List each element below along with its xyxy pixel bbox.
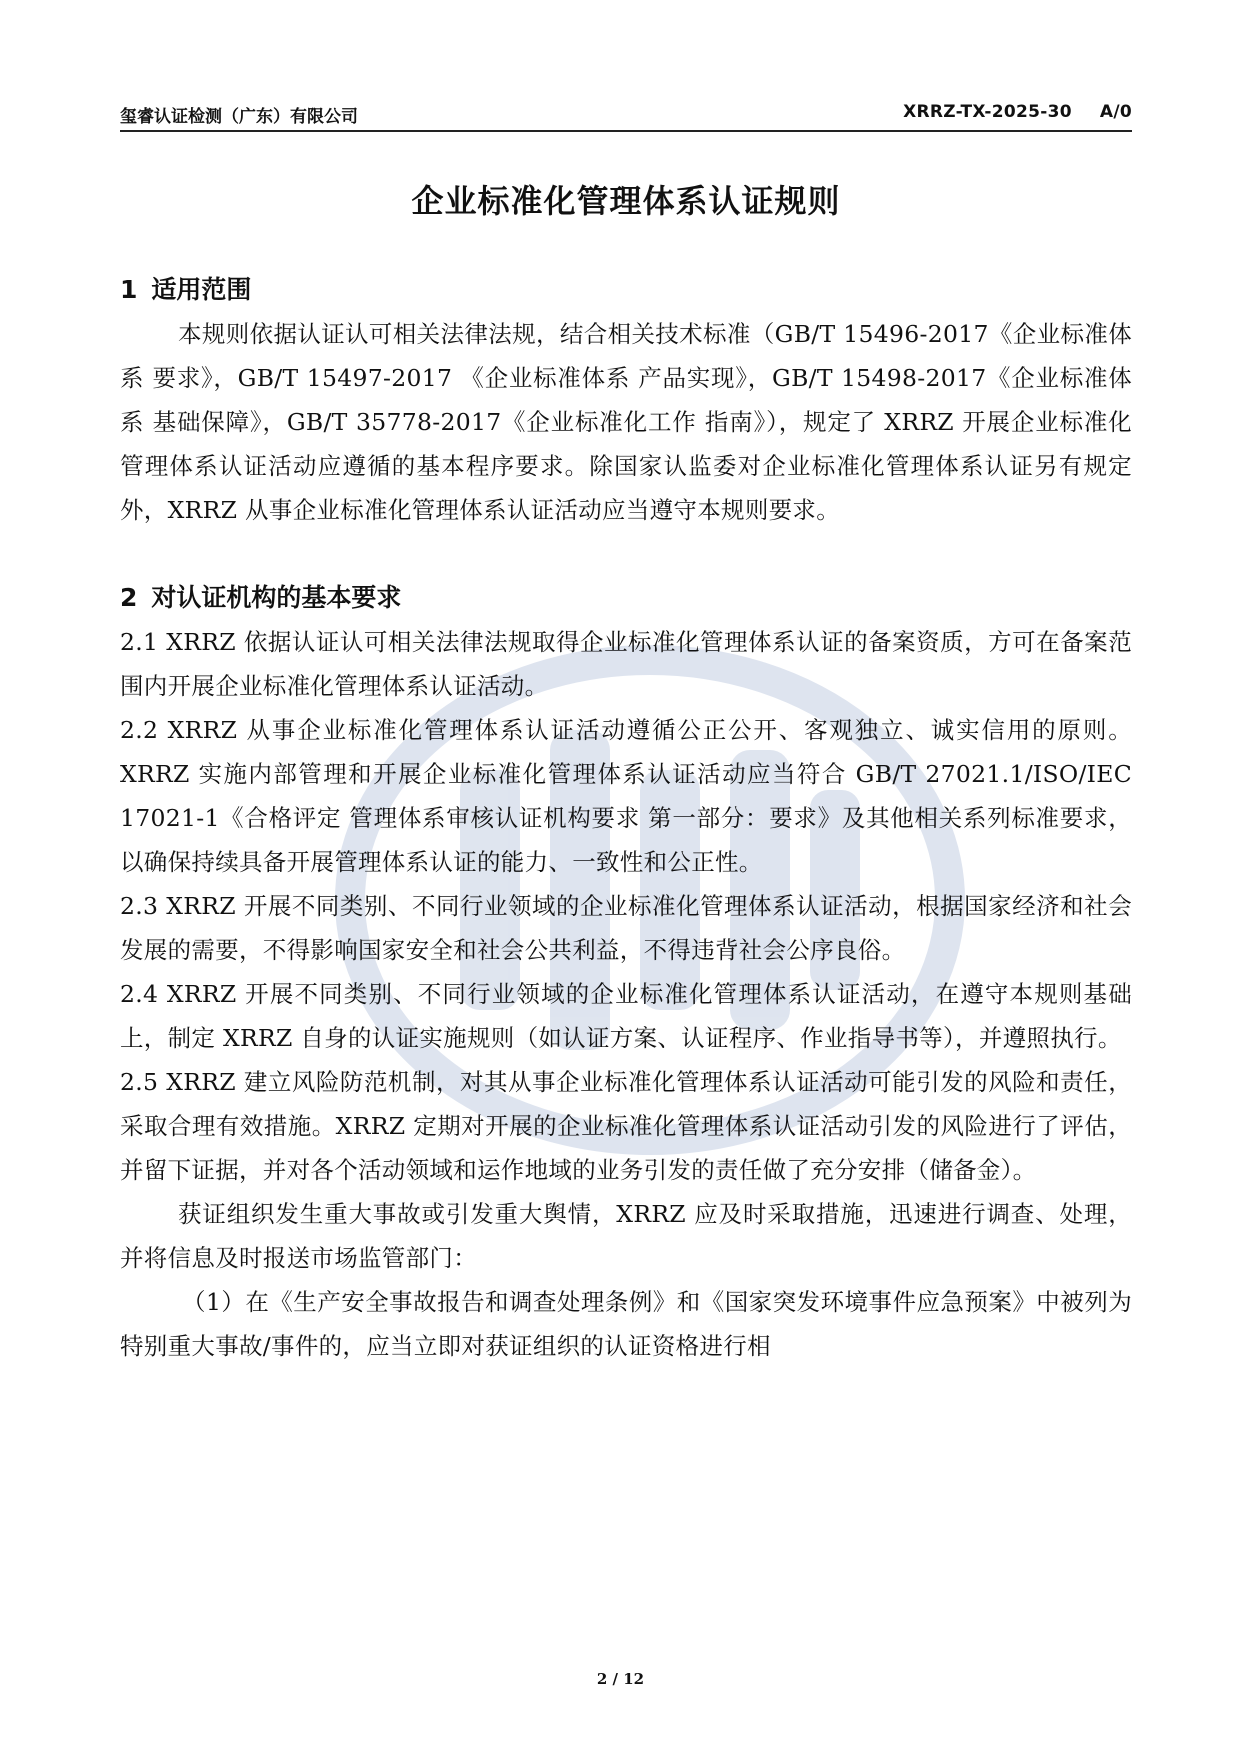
document-number [903,102,1132,122]
section-number: 1 [120,275,138,304]
clause-2-4: 2.4 XRRZ 开展不同类别、不同行业领域的企业标准化管理体系认证活动，在遵守本规则基础上，制定 XRRZ 自身的认证实施规则（如认证方案、认证程序、作业指导书等），并遵照执行。 [120,980,1132,1052]
section-1-heading [120,268,1132,312]
document-body [120,268,1132,1368]
clause-2-5-incident: 获证组织发生重大事故或引发重大舆情，XRRZ 应及时采取措施，迅速进行调查、处理，并将信息及时报送市场监管部门： [120,1200,1132,1272]
page-number [0,1670,1241,1688]
clause-2-5: 2.5 XRRZ 建立风险防范机制，对其从事企业标准化管理体系认证活动可能引发的风险和责任，采取合理有效措施。XRRZ 定期对开展的企业标准化管理体系认证活动引发的风险进行了评估，并留下证据，并对各个活动领域和运作地域的业务引发的责任做了充分安排（储备金）。 [120,1068,1132,1184]
company-name: 玺睿认证检测（广东）有限公司 [120,107,358,127]
current-page: 2 [596,1670,608,1688]
clause-2-5-item-1: （1）在《生产安全事故报告和调查处理条例》和《国家突发环境事件应急预案》中被列为特别重大事故/事件的，应当立即对获证组织的认证资格进行相 [120,1288,1132,1360]
total-pages: 12 [623,1670,645,1688]
document-title: 企业标准化管理体系认证规则 [411,182,841,220]
page-separator: / [612,1670,619,1688]
section-title: 适用范围 [151,275,252,304]
section-title: 对认证机构的基本要求 [151,583,402,612]
page-header [120,100,1132,132]
section-number: 2 [120,583,138,612]
revision: A/0 [1099,102,1132,122]
doc-code: XRRZ-TX-2025-30 [903,102,1072,122]
spacer [120,532,1132,576]
section-2-heading [120,576,1132,620]
clause-2-1: 2.1 XRRZ 依据认证认可相关法律法规取得企业标准化管理体系认证的备案资质，方可在备案范围内开展企业标准化管理体系认证活动。 [120,628,1132,700]
clause-2-3: 2.3 XRRZ 开展不同类别、不同行业领域的企业标准化管理体系认证活动，根据国家经济和社会发展的需要，不得影响国家安全和社会公共利益，不得违背社会公序良俗。 [120,892,1132,964]
section-1-paragraph: 本规则依据认证认可相关法律法规，结合相关技术标准（GB/T 15496-2017《企业标准体系 要求》，GB/T 15497-2017 《企业标准体系 产品实现》，GB/T 15498-2017《企业标准体系 基础保障》，GB/T 35778-2017《企业标准化工作 指南》），规定了 XRRZ 开展企业标准化管理体系认证活动应遵循的基本程序要求。除国家认监委对企业标准化管理体系认证另有规定外，XRRZ 从事企业标准化管理体系认证活动应当遵守本规则要求。 [120,320,1132,524]
clause-2-2: 2.2 XRRZ 从事企业标准化管理体系认证活动遵循公正公开、客观独立、诚实信用的原则。XRRZ 实施内部管理和开展企业标准化管理体系认证活动应当符合 GB/T 27021.1/ISO/IEC 17021-1《合格评定 管理体系审核认证机构要求 第一部分：要求》及其他相关系列标准要求，以确保持续具备开展管理体系认证的能力、一致性和公正性。 [120,716,1132,876]
